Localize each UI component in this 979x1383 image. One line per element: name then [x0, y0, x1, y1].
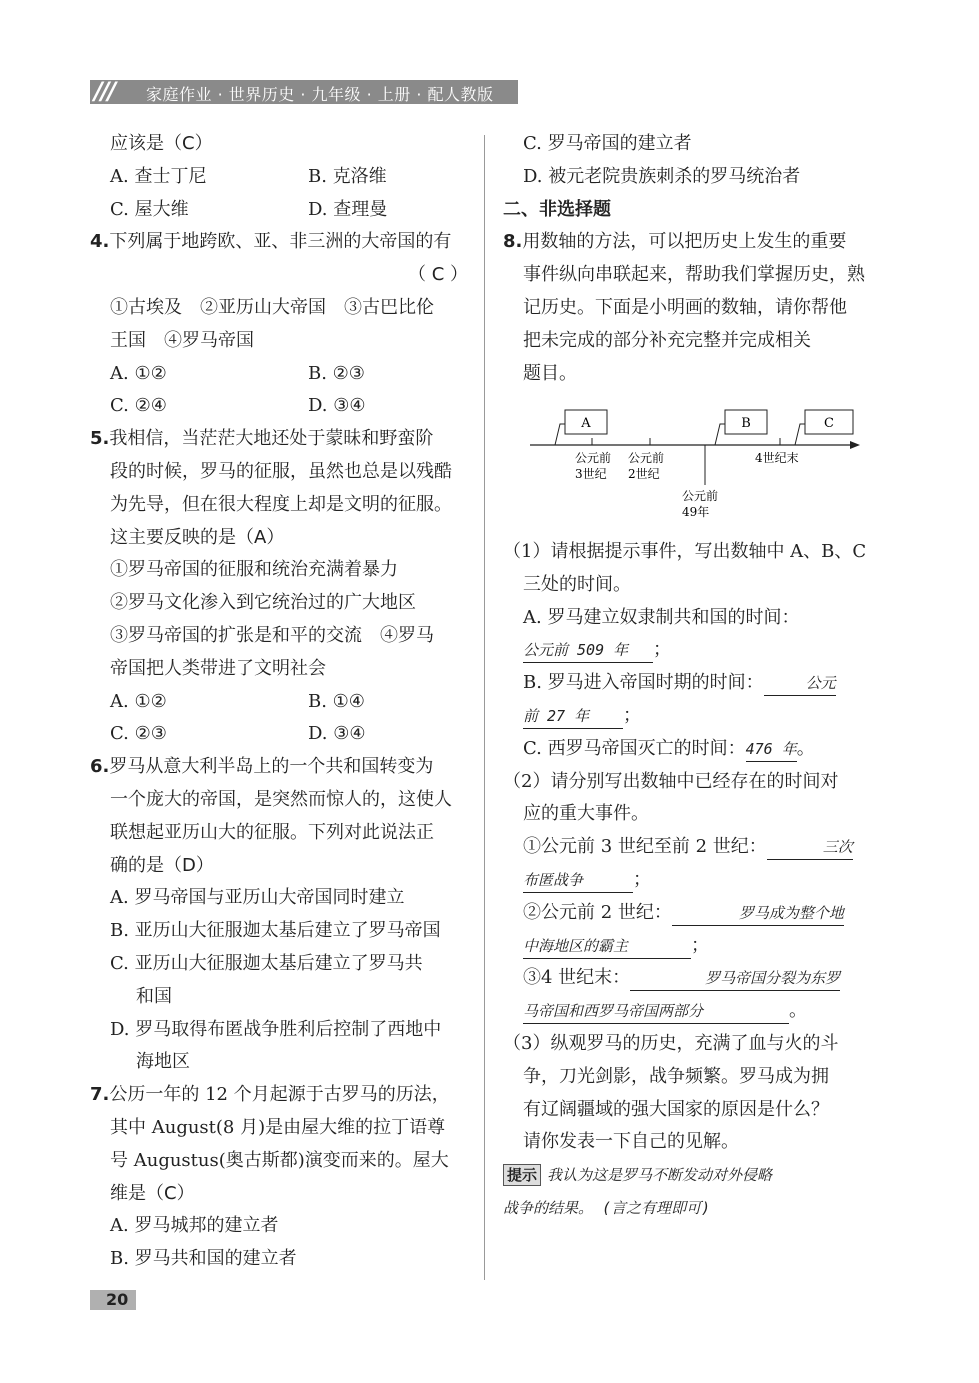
q6-stem: 6.罗马从意大利半岛上的一个共和国转变为: [90, 756, 434, 778]
option: D. 罗马取得布匿战争胜利后控制了西地中: [110, 1018, 442, 1040]
option: B. ②③: [308, 362, 365, 384]
q6-stem: 一个庞大的帝国，是突然而惊人的，这使人: [110, 788, 452, 810]
q8-stem: 题目。: [523, 362, 577, 384]
q5-stem: 为先导，但在很大程度上却是文明的征服。: [110, 493, 452, 515]
tip-line: [503, 1159, 883, 1192]
q8-part1: 三处的时间。: [523, 573, 631, 595]
q3-options-row: [90, 194, 468, 227]
timeline-label: 公元前: [682, 489, 719, 503]
q8-part2: （2）请分别写出数轴中已经存在的时间对: [503, 770, 839, 792]
timeline-box-label: A: [581, 416, 591, 431]
q8-1a-answer: 公元前 509 年: [523, 638, 653, 663]
q8-2b: ②公元前 2 世纪： 罗马成为整个地: [503, 897, 883, 930]
option: D. 被元老院贵族刺杀的罗马统治者: [523, 165, 801, 187]
q8-part3: 有辽阔疆域的强大国家的原因是什么？: [523, 1098, 829, 1120]
option: B. 罗马共和国的建立者: [110, 1248, 297, 1270]
q8-stem: 把未完成的部分补充完整并完成相关: [523, 329, 811, 351]
timeline-label: 49年: [682, 505, 710, 519]
option: A. ①②: [110, 690, 167, 712]
q7-stem: 其中 August(8 月)是由屋大维的拉丁语尊: [110, 1116, 446, 1138]
tip-badge: 提示: [503, 1164, 541, 1186]
option: D. 查理曼: [308, 198, 388, 220]
q4-items: 王国 ④罗马帝国: [110, 329, 254, 351]
q8-1a: A. 罗马建立奴隶制共和国的时间：: [523, 606, 800, 628]
q8-1b-answer-line: 前 27 年 ；: [503, 700, 883, 733]
q3-answer: C: [182, 133, 195, 154]
q3-options-row: [90, 161, 468, 194]
q5-items: ③罗马帝国的扩张是和平的交流 ④罗马: [110, 624, 434, 646]
timeline-label: 3世纪: [575, 467, 607, 481]
right-column: [503, 128, 883, 390]
tip-line: [503, 1192, 883, 1225]
q8-2a-answer-line: 布匿战争 ；: [503, 864, 883, 897]
q5-items: 帝国把人类带进了文明社会: [110, 657, 326, 679]
q5-stem: 5.我相信，当茫茫大地还处于蒙昧和野蛮阶: [90, 428, 434, 450]
q4-stem: 4.下列属于地跨欧、亚、非三洲的大帝国的有: [90, 231, 452, 253]
option: C. ②③: [110, 723, 167, 745]
option: C. 亚历山大征服迦太基后建立了罗马共: [110, 952, 423, 974]
tip-answer: 我认为这是罗马不断发动对外侵略: [547, 1166, 773, 1185]
q4-options-row: [90, 358, 468, 391]
q4-number: 4.: [90, 231, 110, 253]
q8-2c-answer: 马帝国和西罗马帝国两部分: [523, 999, 789, 1024]
timeline-box-label: B: [741, 416, 751, 431]
q8-stem: 事件纵向串联起来，帮助我们掌握历史，熟: [523, 264, 865, 286]
q6-answer-line: 确的是（D）: [110, 854, 214, 876]
option: C. 罗马帝国的建立者: [523, 133, 692, 154]
option: D. ③④: [308, 723, 366, 745]
option: B. ①④: [308, 690, 365, 712]
option: A. 罗马城邦的建立者: [110, 1215, 279, 1237]
option: D. ③④: [308, 395, 366, 417]
q8-2a-answer: 三次: [767, 835, 853, 860]
q8-2b-answer: 罗马成为整个地: [672, 901, 844, 926]
q7-stem: 号 Augustus(奥古斯都)演变而来的。屋大: [110, 1149, 449, 1171]
q8-2c-answer-line: 马帝国和西罗马帝国两部分 。: [503, 995, 883, 1028]
option: C. ②④: [110, 395, 167, 417]
option: A. ①②: [110, 362, 167, 384]
q8-2c: ③4 世纪末： 罗马帝国分裂为东罗: [503, 962, 883, 995]
q4-answer: C: [431, 264, 445, 286]
q5-stem: 段的时候，罗马的征服，虽然也总是以残酷: [110, 460, 452, 482]
timeline-diagram: [530, 400, 870, 530]
left-column: [90, 128, 468, 1276]
section-title: 二、非选择题: [503, 198, 611, 220]
q8-part3: 请你发表一下自己的见解。: [523, 1131, 739, 1153]
timeline-label: 公元前: [575, 451, 612, 465]
q8-subquestions: [503, 536, 883, 1225]
tip-answer: 战争的结果。 (言之有理即可): [503, 1198, 711, 1217]
timeline-box-label: C: [824, 416, 834, 431]
q8-part3: （3）纵观罗马的历史，充满了血与火的斗: [503, 1032, 839, 1054]
q3-answer-line: 应该是（C）: [110, 133, 213, 154]
q6-number: 6.: [90, 756, 110, 778]
q8-1a-answer-line: 公元前 509 年 ；: [503, 634, 883, 667]
option: 海地区: [136, 1051, 190, 1073]
q5-number: 5.: [90, 428, 110, 450]
q7-stem: 7.公历一年的 12 个月起源于古罗马的历法，: [90, 1084, 450, 1106]
q8-part3: 争，刀光剑影，战争频繁。罗马成为拥: [523, 1065, 829, 1087]
q8-part2: 应的重大事件。: [523, 803, 649, 825]
q8-2a-answer: 布匿战争: [523, 868, 633, 893]
q5-answer-line: 这主要反映的是（A）: [110, 526, 285, 548]
q5-items: ①罗马帝国的征服和统治充满着暴力: [110, 559, 398, 581]
q8-1c-answer: 476 年: [746, 737, 797, 762]
option: 和国: [136, 985, 172, 1007]
q6-answer: D: [182, 854, 196, 876]
q8-stem: 8.用数轴的方法，可以把历史上发生的重要: [503, 231, 847, 253]
header-title: 家庭作业 · 世界历史 · 九年级 · 上册 · 配人教版: [146, 85, 494, 104]
q8-stem: 记历史。下面是小明画的数轴，请你帮他: [523, 296, 847, 318]
timeline-label: 公元前: [628, 451, 665, 465]
option: B. 亚历山大征服迦太基后建立了罗马帝国: [110, 920, 441, 942]
q4-items: ①古埃及 ②亚历山大帝国 ③古巴比伦: [110, 296, 434, 318]
q7-answer-line: 维是（C）: [110, 1182, 195, 1204]
page-number: 20: [106, 1290, 129, 1309]
q8-1b-answer: 公元: [764, 671, 836, 696]
option: A. 查士丁尼: [110, 165, 207, 187]
q4-answer-line: （ C ）: [407, 264, 468, 286]
q8-1b: B. 罗马进入帝国时期的时间： 公元: [503, 667, 883, 700]
q4-options-row: [90, 390, 468, 423]
q5-options-row: [90, 718, 468, 751]
q7-answer: C: [164, 1182, 177, 1204]
option: B. 克洛维: [308, 165, 387, 187]
page-number-badge: [90, 1290, 136, 1310]
header-marks: ///: [94, 77, 115, 105]
q8-part1: （1）请根据提示事件，写出数轴中 A、B、C: [503, 541, 867, 562]
q8-2b-answer-line: 中海地区的霸主 ；: [503, 930, 883, 963]
q8-2a: ①公元前 3 世纪至前 2 世纪： 三次: [503, 831, 883, 864]
q7-number: 7.: [90, 1084, 110, 1106]
q8-number: 8.: [503, 231, 523, 253]
timeline-label: 4世纪末: [755, 451, 799, 465]
q5-options-row: [90, 686, 468, 719]
option: A. 罗马帝国与亚历山大帝国同时建立: [110, 887, 405, 909]
q8-2b-answer: 中海地区的霸主: [523, 934, 691, 959]
q6-stem: 联想起亚历山大的征服。下列对此说法正: [110, 821, 434, 843]
page-header: [90, 77, 518, 105]
q8-1b-answer: 前 27 年: [523, 704, 623, 729]
q8-1c: C. 西罗马帝国灭亡的时间：476 年。: [503, 733, 883, 766]
q5-items: ②罗马文化渗入到它统治过的广大地区: [110, 592, 416, 614]
q8-2c-answer: 罗马帝国分裂为东罗: [630, 966, 840, 991]
q5-answer: A: [254, 526, 267, 548]
timeline-label: 2世纪: [628, 467, 660, 481]
option: C. 屋大维: [110, 198, 189, 220]
